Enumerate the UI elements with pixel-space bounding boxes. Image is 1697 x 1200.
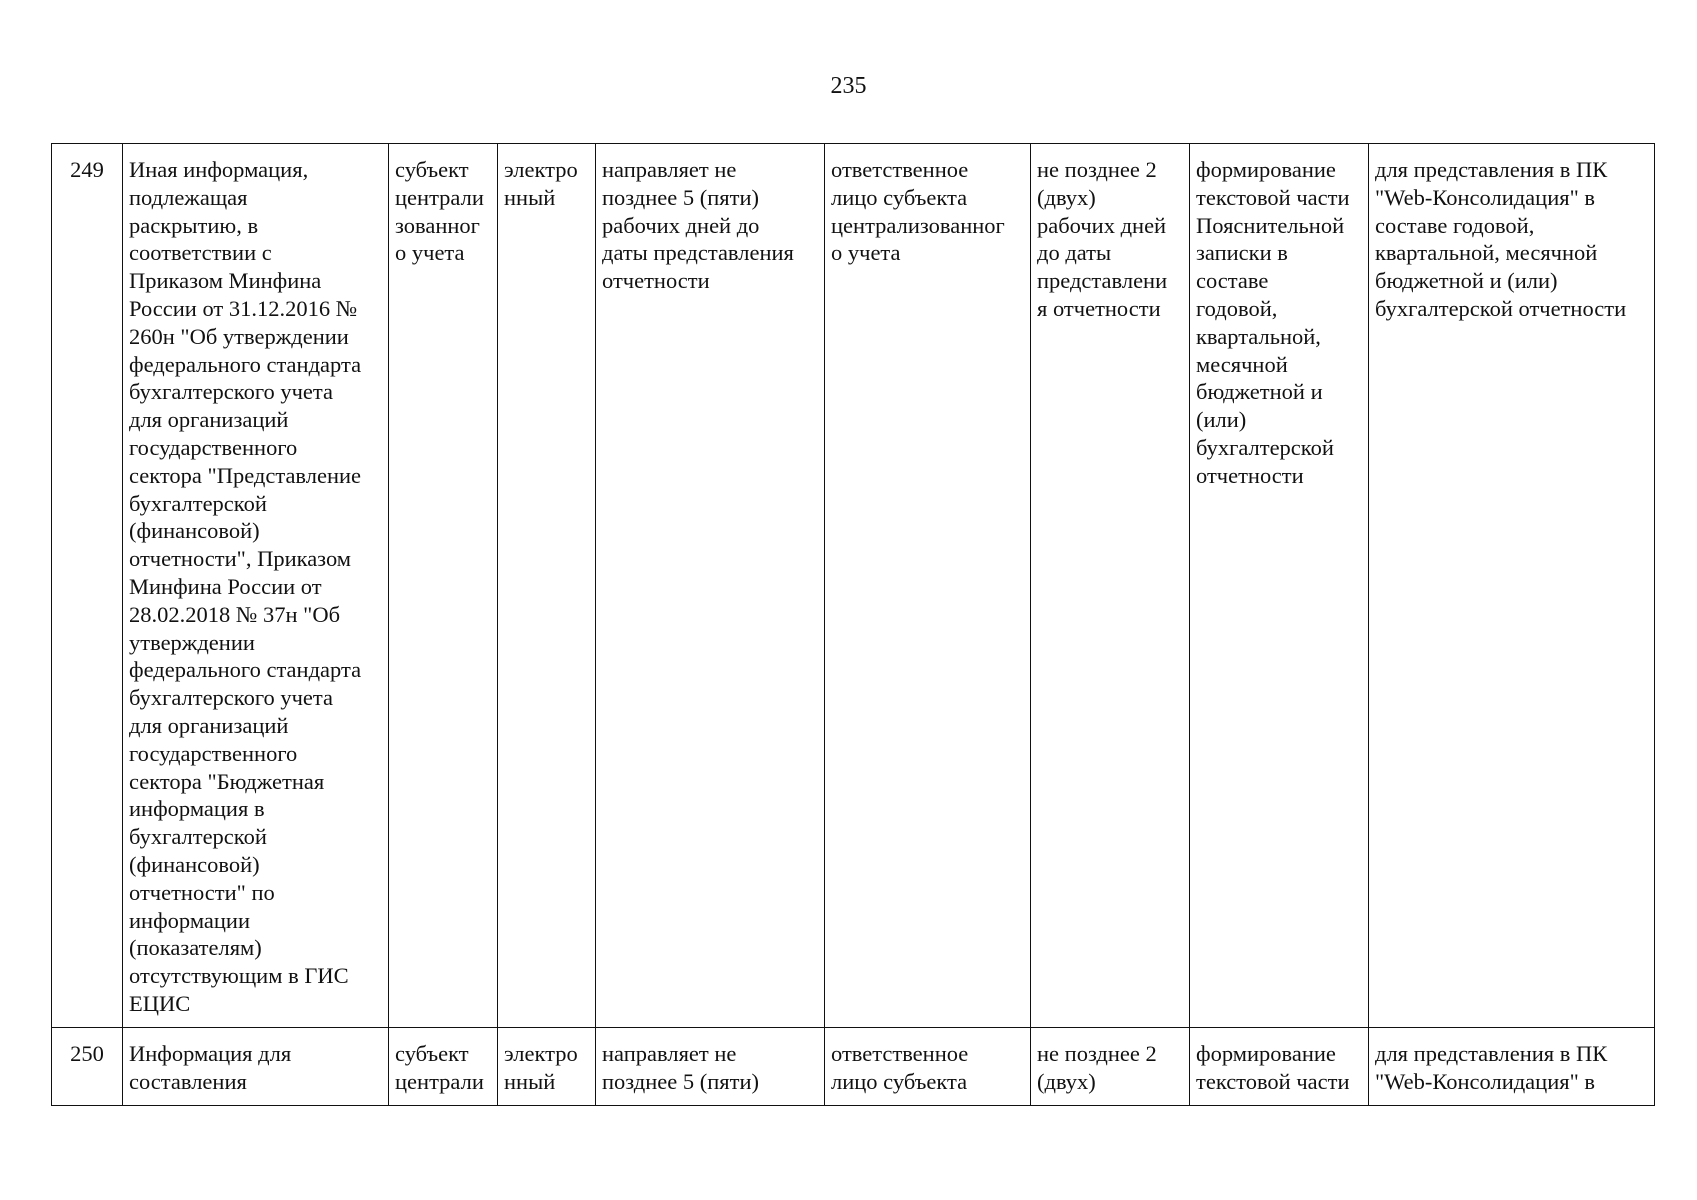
cell-line: "Web-Консолидация" в xyxy=(1375,1068,1596,1094)
cell-line: информации xyxy=(129,907,251,933)
cell-line: России от 31.12.2016 № xyxy=(129,295,358,321)
row-number-cell: 249 xyxy=(52,144,123,1028)
cell-line: сектора "Бюджетная xyxy=(129,768,325,794)
cell-line: составе xyxy=(1196,268,1269,294)
deadline-send-cell xyxy=(596,1027,825,1105)
cell-line: бухгалтерского учета xyxy=(129,685,334,711)
cell-line: квартальной, месячной xyxy=(1375,240,1598,266)
cell-line: ответственное xyxy=(831,1040,969,1066)
cell-line: Иная информация, xyxy=(129,157,309,182)
cell-line: нный xyxy=(504,184,556,210)
cell-line: бухгалтерской xyxy=(1196,434,1334,460)
responsible-cell xyxy=(825,1027,1031,1105)
cell-line: электро xyxy=(504,157,578,182)
cell-line: (или) xyxy=(1196,407,1247,433)
cell-line: "Web-Консолидация" в xyxy=(1375,184,1596,210)
info-name-cell xyxy=(123,1027,389,1105)
cell-line: даты представления xyxy=(602,240,794,266)
cell-line: (двух) xyxy=(1037,1068,1096,1094)
cell-line: отчетности" по xyxy=(129,879,275,905)
cell-line: позднее 5 (пяти) xyxy=(602,1068,759,1094)
cell-line: бюджетной и (или) xyxy=(1375,268,1558,294)
cell-text xyxy=(1037,1040,1184,1096)
cell-line: централи xyxy=(395,184,484,210)
cell-line: бухгалтерской xyxy=(129,824,267,850)
cell-line: нный xyxy=(504,1068,556,1094)
cell-line: Приказом Минфина xyxy=(129,268,322,294)
cell-line: годовой, xyxy=(1196,295,1278,321)
row-number-cell: 250 xyxy=(52,1027,123,1105)
cell-line: зованног xyxy=(395,212,480,238)
format-cell xyxy=(498,144,596,1028)
cell-line: Пояснительной xyxy=(1196,212,1345,238)
cell-line: электро xyxy=(504,1040,578,1066)
cell-line: (финансовой) xyxy=(129,518,260,544)
cell-line: формирование xyxy=(1196,1040,1336,1066)
cell-line: формирование xyxy=(1196,157,1336,182)
cell-line: для организаций xyxy=(129,712,289,738)
deadline-cell xyxy=(1031,144,1190,1028)
cell-line: субъект xyxy=(395,1040,469,1066)
cell-line: до даты xyxy=(1037,240,1112,266)
cell-line: текстовой части xyxy=(1196,184,1350,210)
cell-line: рабочих дней до xyxy=(602,212,760,238)
cell-line: информация в xyxy=(129,796,265,822)
cell-line: подлежащая xyxy=(129,184,248,210)
cell-text xyxy=(129,1040,383,1096)
responsible-cell xyxy=(825,144,1031,1028)
cell-line: (двух) xyxy=(1037,184,1096,210)
purpose-cell xyxy=(1369,144,1655,1028)
cell-line: квартальной, xyxy=(1196,323,1321,349)
table-row xyxy=(52,1027,1655,1105)
cell-line: я отчетности xyxy=(1037,295,1161,321)
action-cell xyxy=(1190,1027,1369,1105)
cell-text xyxy=(831,1040,1025,1096)
cell-line: отсутствующим в ГИС xyxy=(129,963,349,989)
cell-line: ответственное xyxy=(831,157,969,182)
format-cell xyxy=(498,1027,596,1105)
cell-line: бухгалтерской отчетности xyxy=(1375,295,1627,321)
cell-line: 28.02.2018 № 37н "Об xyxy=(129,601,341,627)
cell-text xyxy=(1196,1040,1363,1096)
purpose-cell xyxy=(1369,1027,1655,1105)
action-cell xyxy=(1190,144,1369,1028)
deadline-cell xyxy=(1031,1027,1190,1105)
cell-line: не позднее 2 xyxy=(1037,1040,1157,1066)
cell-line: федерального стандарта xyxy=(129,657,362,683)
cell-line: сектора "Представление xyxy=(129,462,362,488)
cell-text xyxy=(395,1040,492,1096)
cell-line: месячной xyxy=(1196,351,1288,377)
cell-line: составе годовой, xyxy=(1375,212,1535,238)
cell-line: отчетности xyxy=(602,268,710,294)
info-name-cell xyxy=(123,144,389,1028)
cell-line: бухгалтерского учета xyxy=(129,379,334,405)
provider-cell xyxy=(389,1027,498,1105)
cell-line: отчетности", Приказом xyxy=(129,546,352,572)
procedures-table xyxy=(51,143,1655,1106)
cell-line: бюджетной и xyxy=(1196,379,1323,405)
cell-line: направляет не xyxy=(602,157,737,182)
cell-line: утверждении xyxy=(129,629,255,655)
cell-line: централи xyxy=(395,1068,484,1094)
cell-line: рабочих дней xyxy=(1037,212,1167,238)
cell-line: не позднее 2 xyxy=(1037,157,1157,182)
cell-line: представлени xyxy=(1037,268,1168,294)
cell-line: государственного xyxy=(129,434,298,460)
cell-line: для представления в ПК xyxy=(1375,157,1608,182)
cell-line: отчетности xyxy=(1196,462,1304,488)
deadline-send-cell xyxy=(596,144,825,1028)
cell-line: Информация для xyxy=(129,1040,292,1066)
cell-line: о учета xyxy=(831,240,901,266)
cell-line: для организаций xyxy=(129,407,289,433)
table-body xyxy=(52,144,1655,1106)
cell-line: соответствии с xyxy=(129,240,272,266)
cell-line: позднее 5 (пяти) xyxy=(602,184,759,210)
cell-line: (показателям) xyxy=(129,935,262,961)
cell-line: федерального стандарта xyxy=(129,351,362,377)
table-row xyxy=(52,144,1655,1028)
cell-text xyxy=(602,1040,819,1096)
cell-line: записки в xyxy=(1196,240,1288,266)
cell-line: для представления в ПК xyxy=(1375,1040,1608,1066)
cell-line: централизованног xyxy=(831,212,1005,238)
cell-line: субъект xyxy=(395,157,469,182)
cell-line: текстовой части xyxy=(1196,1068,1350,1094)
cell-line: 260н "Об утверждении xyxy=(129,323,349,349)
cell-line: направляет не xyxy=(602,1040,737,1066)
cell-line: Минфина России от xyxy=(129,573,322,599)
cell-text xyxy=(504,1040,590,1096)
cell-line: лицо субъекта xyxy=(831,184,968,210)
cell-line: государственного xyxy=(129,740,298,766)
cell-line: о учета xyxy=(395,240,465,266)
cell-line: бухгалтерской xyxy=(129,490,267,516)
cell-line: (финансовой) xyxy=(129,851,260,877)
cell-line: лицо субъекта xyxy=(831,1068,968,1094)
cell-line: ЕЦИС xyxy=(129,990,191,1016)
cell-line: раскрытию, в xyxy=(129,212,259,238)
cell-line: составления xyxy=(129,1068,247,1094)
provider-cell xyxy=(389,144,498,1028)
page-number: 235 xyxy=(830,73,867,99)
cell-text xyxy=(1375,1040,1649,1096)
